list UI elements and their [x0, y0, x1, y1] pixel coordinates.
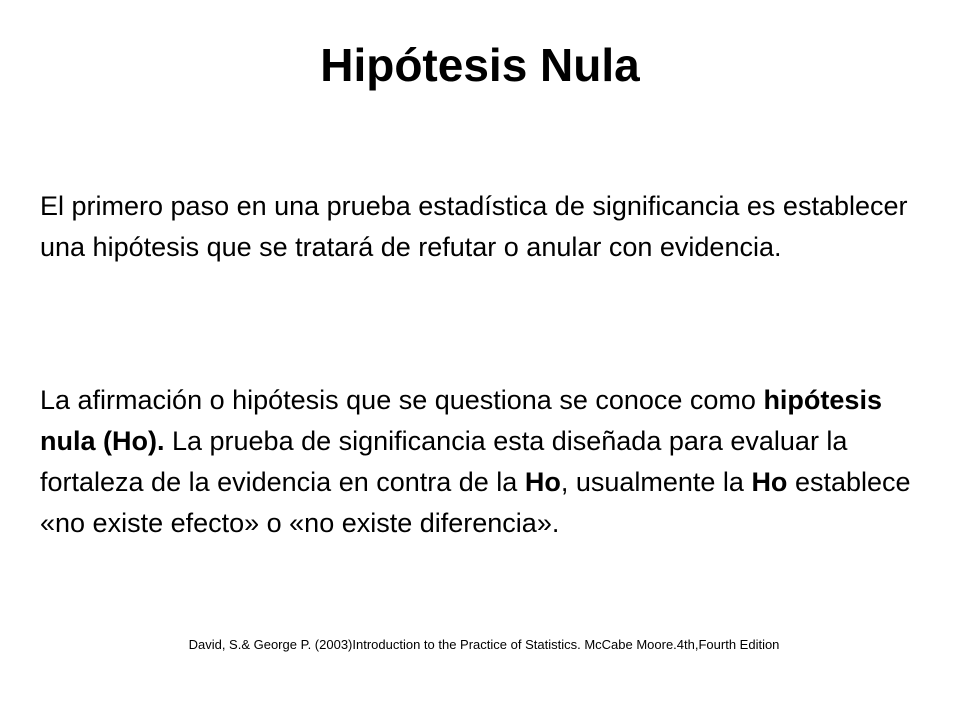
citation: David, S.& George P. (2003)Introduction to the Practice of Statistics. McCabe Moore.4th,Fourth Edition: [188, 637, 780, 652]
paragraph-text-segment: , usualmente la: [560, 467, 752, 497]
slide-title: Hipótesis Nula: [320, 39, 640, 91]
bold-term-ho: Ho: [524, 467, 561, 497]
paragraph-text-segment: La prueba de significancia esta diseñada para evaluar la fortaleza de la evidencia en contra de la: [40, 426, 848, 497]
paragraph-text-segment: establece «no existe efecto» o «no existe diferencia».: [40, 467, 911, 538]
paragraph-null-hypothesis: [40, 380, 920, 544]
bold-term-ho: Ho: [751, 467, 788, 497]
paragraph-first-step: El primero paso en una prueba estadística de significancia es establecer una hipótesis que se tratará de refutar o anular con evidencia.: [40, 191, 908, 262]
bold-term-null-hypothesis: hipótesis nula (Ho).: [40, 385, 882, 456]
paragraph-text-segment: La afirmación o hipótesis que se questiona se conoce como: [40, 385, 764, 415]
